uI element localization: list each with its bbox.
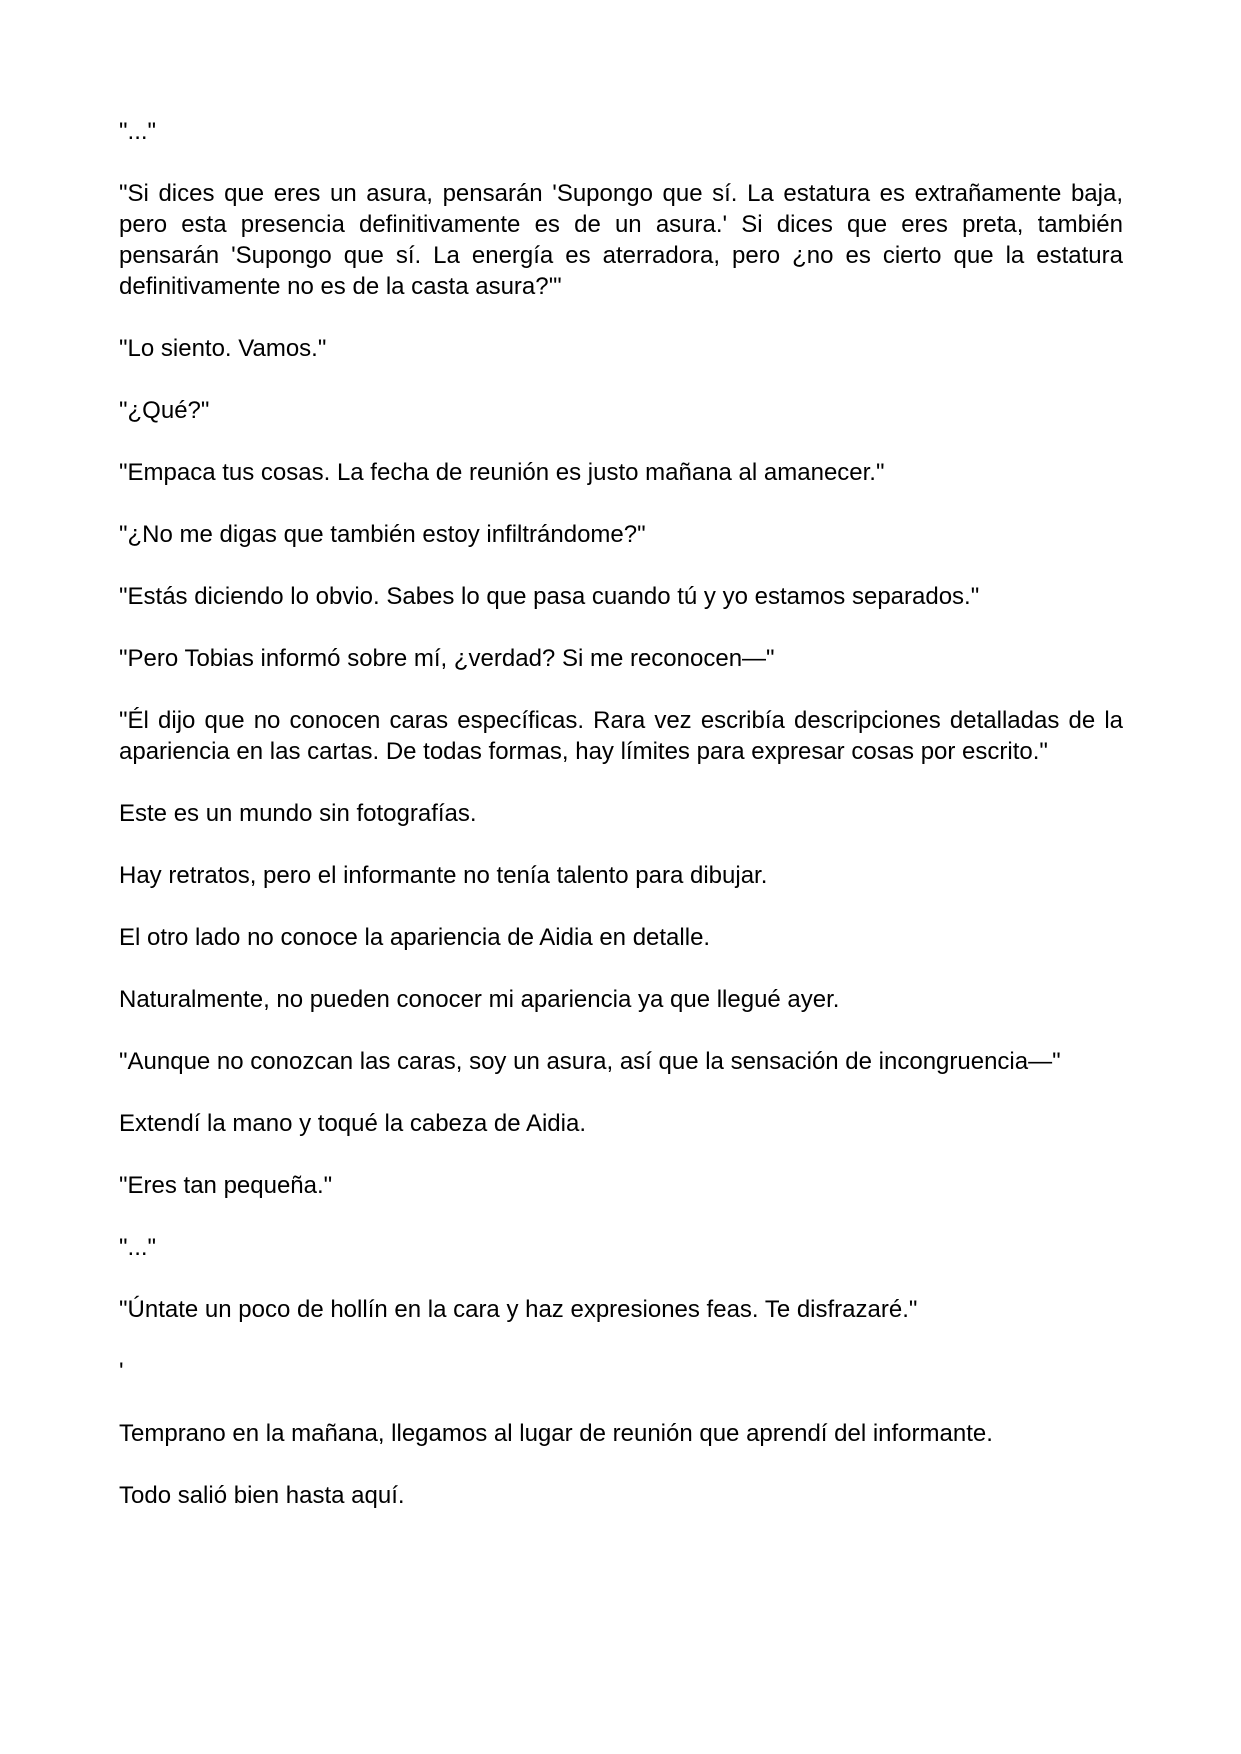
scene-break-mark bbox=[119, 1356, 1123, 1387]
paragraph: "Empaca tus cosas. La fecha de reunión es justo mañana al amanecer." bbox=[119, 459, 885, 486]
paragraph: Hay retratos, pero el informante no tenía talento para dibujar. bbox=[119, 862, 768, 889]
scene-break-glyph: ' bbox=[119, 1358, 124, 1385]
paragraph: "..." bbox=[119, 118, 157, 145]
paragraph: "Pero Tobias informó sobre mí, ¿verdad? Si me reconocen—" bbox=[119, 645, 775, 672]
paragraph: "Aunque no conozcan las caras, soy un asura, así que la sensación de incongruencia—" bbox=[119, 1048, 1061, 1075]
paragraph: Este es un mundo sin fotografías. bbox=[119, 800, 477, 827]
paragraph: El otro lado no conoce la apariencia de Aidia en detalle. bbox=[119, 924, 711, 951]
paragraph: "¿Qué?" bbox=[119, 397, 210, 424]
paragraph: "Si dices que eres un asura, pensarán 'Supongo que sí. La estatura es extrañamente baja, pero esta presencia definitivamente es de un asura.' Si dices que eres preta, también pensarán 'Supongo que sí. La energía es aterradora, pero ¿no es cierto que la estatura definitivamente no es de la casta asura?'" bbox=[119, 180, 1123, 300]
paragraph: "¿No me digas que también estoy infiltrándome?" bbox=[119, 521, 646, 548]
paragraph: Naturalmente, no pueden conocer mi apariencia ya que llegué ayer. bbox=[119, 986, 840, 1013]
paragraph: "Él dijo que no conocen caras específicas. Rara vez escribía descripciones detalladas de la apariencia en las cartas. De todas formas, hay límites para expresar cosas por escrito." bbox=[119, 707, 1123, 765]
paragraph: "Lo siento. Vamos." bbox=[119, 335, 327, 362]
paragraph: Temprano en la mañana, llegamos al lugar de reunión que aprendí del informante. bbox=[119, 1420, 993, 1447]
paragraph: "Estás diciendo lo obvio. Sabes lo que pasa cuando tú y yo estamos separados." bbox=[119, 583, 980, 610]
paragraph: Todo salió bien hasta aquí. bbox=[119, 1482, 405, 1509]
document-body bbox=[119, 116, 1123, 1511]
paragraph: "Eres tan pequeña." bbox=[119, 1172, 333, 1199]
paragraph: "Úntate un poco de hollín en la cara y haz expresiones feas. Te disfrazaré." bbox=[119, 1296, 918, 1323]
paragraph: Extendí la mano y toqué la cabeza de Aidia. bbox=[119, 1110, 586, 1137]
paragraph: "..." bbox=[119, 1234, 157, 1261]
